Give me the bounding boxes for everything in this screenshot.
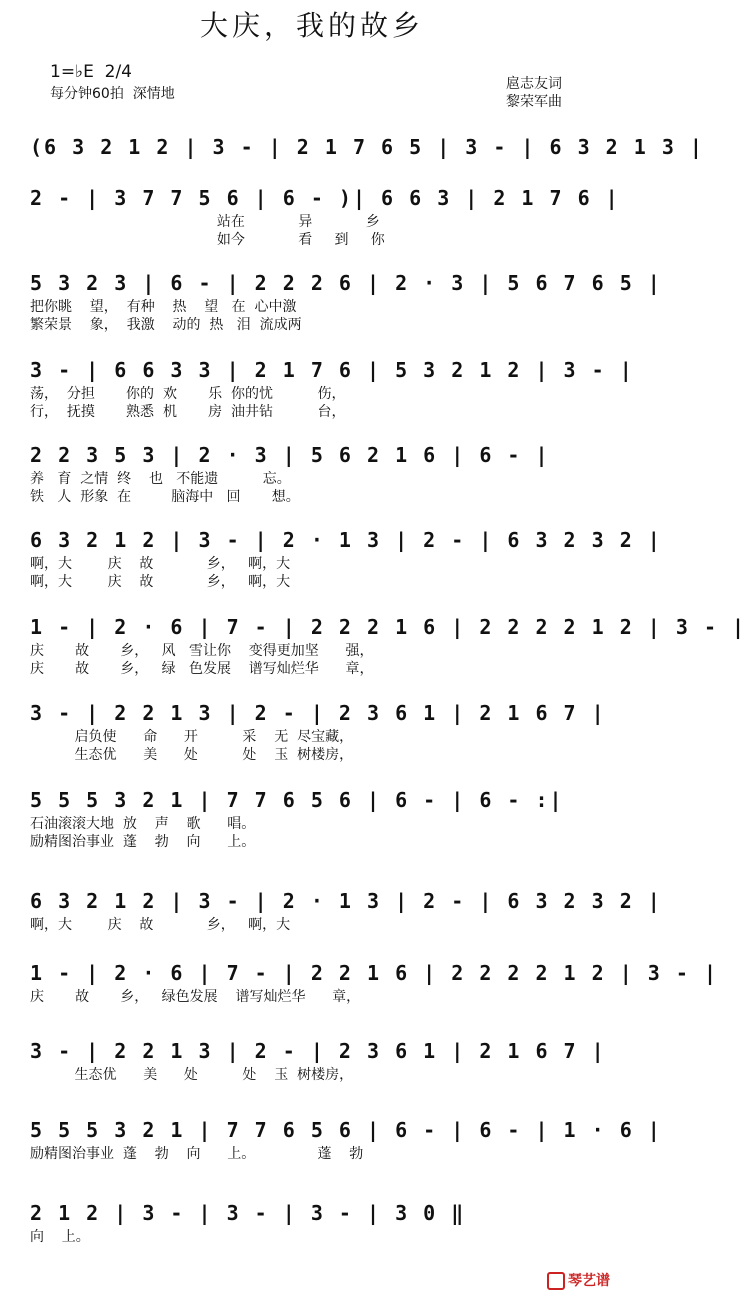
lyric-row: 啊，大 庆 故 乡， 啊，大 xyxy=(30,556,291,572)
notation-row: 6 3 2 1 2 | 3 - | 2 · 1 3 | 2 - | 6 3 2 3 2 | xyxy=(30,889,662,913)
lyric-row: 站在 异 乡 xyxy=(30,214,380,230)
notation-row: 3 - | 6 6 3 3 | 2 1 7 6 | 5 3 2 1 2 | 3 - | xyxy=(30,358,634,382)
lyric-row: 行， 抚摸 熟悉 机 房 油井钻 台， xyxy=(30,404,346,420)
score-line xyxy=(30,612,746,678)
notation-row: 1 - | 2 · 6 | 7 - | 2 2 2 1 6 | 2 2 2 2 1 2 | 3 - | xyxy=(30,615,746,639)
score-line xyxy=(30,1115,662,1163)
score-line xyxy=(30,1036,610,1084)
notation-row: 5 5 5 3 2 1 | 7 7 6 5 6 | 6 - | 6 - | 1 · 6 | xyxy=(30,1118,662,1142)
composer-credit: 黎荣军曲 xyxy=(506,94,562,110)
lyric-row: 如今 看 到 你 xyxy=(30,232,385,248)
notation-row: (6 3 2 1 2 | 3 - | 2 1 7 6 5 | 3 - | 6 3 2 1 3 | xyxy=(30,135,704,159)
score-line xyxy=(30,440,610,506)
score-line xyxy=(30,1198,610,1246)
song-title: 大庆，我的故乡 xyxy=(199,9,424,42)
score-line xyxy=(30,958,719,1006)
notation-row: 5 5 5 3 2 1 | 7 7 6 5 6 | 6 - | 6 - :| xyxy=(30,788,564,812)
notation-row: 2 2 3 5 3 | 2 · 3 | 5 6 2 1 6 | 6 - | xyxy=(30,443,550,467)
lyric-row: 生态优 美 处 处 玉 树楼房， xyxy=(30,1067,354,1083)
lyric-row: 生态优 美 处 处 玉 树楼房， xyxy=(30,747,354,763)
score-line xyxy=(30,698,610,764)
notation-row: 3 - | 2 2 1 3 | 2 - | 2 3 6 1 | 2 1 6 7 | xyxy=(30,1039,606,1063)
lyric-row: 向 上。 xyxy=(30,1229,90,1245)
tempo-marking: 每分钟60拍 深情地 xyxy=(50,86,175,102)
lyric-row: 荡， 分担 你的 欢 乐 你的忧 伤， xyxy=(30,386,346,402)
lyric-row: 庆 故 乡， 绿色发展 谱写灿烂华 章， xyxy=(30,989,361,1005)
lyric-row: 启负使 命 开 采 无 尽宝藏， xyxy=(30,729,354,745)
notation-row: 5 3 2 3 | 6 - | 2 2 2 6 | 2 · 3 | 5 6 7 6 5 | xyxy=(30,271,662,295)
lyric-row: 把你眺 望， 有种 热 望 在 心中激 xyxy=(30,299,297,315)
notation-row: 6 3 2 1 2 | 3 - | 2 · 1 3 | 2 - | 6 3 2 3 2 | xyxy=(30,528,662,552)
score-line xyxy=(30,183,620,249)
lyricist-credit: 扈志友词 xyxy=(506,76,562,92)
notation-row: 2 - | 3 7 7 5 6 | 6 - )| 6 6 3 | 2 1 7 6 | xyxy=(30,186,620,210)
lyric-row: 啊，大 庆 故 乡， 啊，大 xyxy=(30,574,291,590)
lyric-row: 铁 人 形象 在 脑海中 回 想。 xyxy=(30,489,300,505)
lyric-row: 庆 故 乡， 风 雪让你 变得更加坚 强， xyxy=(30,643,374,659)
lyric-row: 庆 故 乡， 绿 色发展 谱写灿烂华 章， xyxy=(30,661,374,677)
notation-row: 2 1 2 | 3 - | 3 - | 3 - | 3 0 ‖ xyxy=(30,1201,466,1225)
score-line xyxy=(30,355,634,421)
score-line xyxy=(30,886,662,934)
site-watermark xyxy=(547,1270,610,1290)
notation-row: 3 - | 2 2 1 3 | 2 - | 2 3 6 1 | 2 1 6 7 | xyxy=(30,701,606,725)
notation-row: 1 - | 2 · 6 | 7 - | 2 2 1 6 | 2 2 2 2 1 2 | 3 - | xyxy=(30,961,719,985)
lyric-row: 繁荣景 象， 我激 动的 热 泪 流成两 xyxy=(30,317,302,333)
lyric-row: 啊，大 庆 故 乡， 啊，大 xyxy=(30,917,291,933)
key-signature: 1=♭E 2/4 xyxy=(50,62,132,82)
score-line xyxy=(30,525,662,591)
watermark-text: 琴艺谱 xyxy=(568,1273,610,1289)
score-line xyxy=(30,268,662,334)
piano-logo-icon xyxy=(547,1272,565,1290)
lyric-row: 励精图治事业 蓬 勃 向 上。 蓬 勃 xyxy=(30,1146,364,1162)
lyric-row: 养 育 之情 终 也 不能遗 忘。 xyxy=(30,471,291,487)
score-line xyxy=(30,132,704,162)
score-line xyxy=(30,785,610,851)
lyric-row: 石油滚滚大地 放 声 歌 唱。 xyxy=(30,816,256,832)
lyric-row: 励精图治事业 蓬 勃 向 上。 xyxy=(30,834,256,850)
